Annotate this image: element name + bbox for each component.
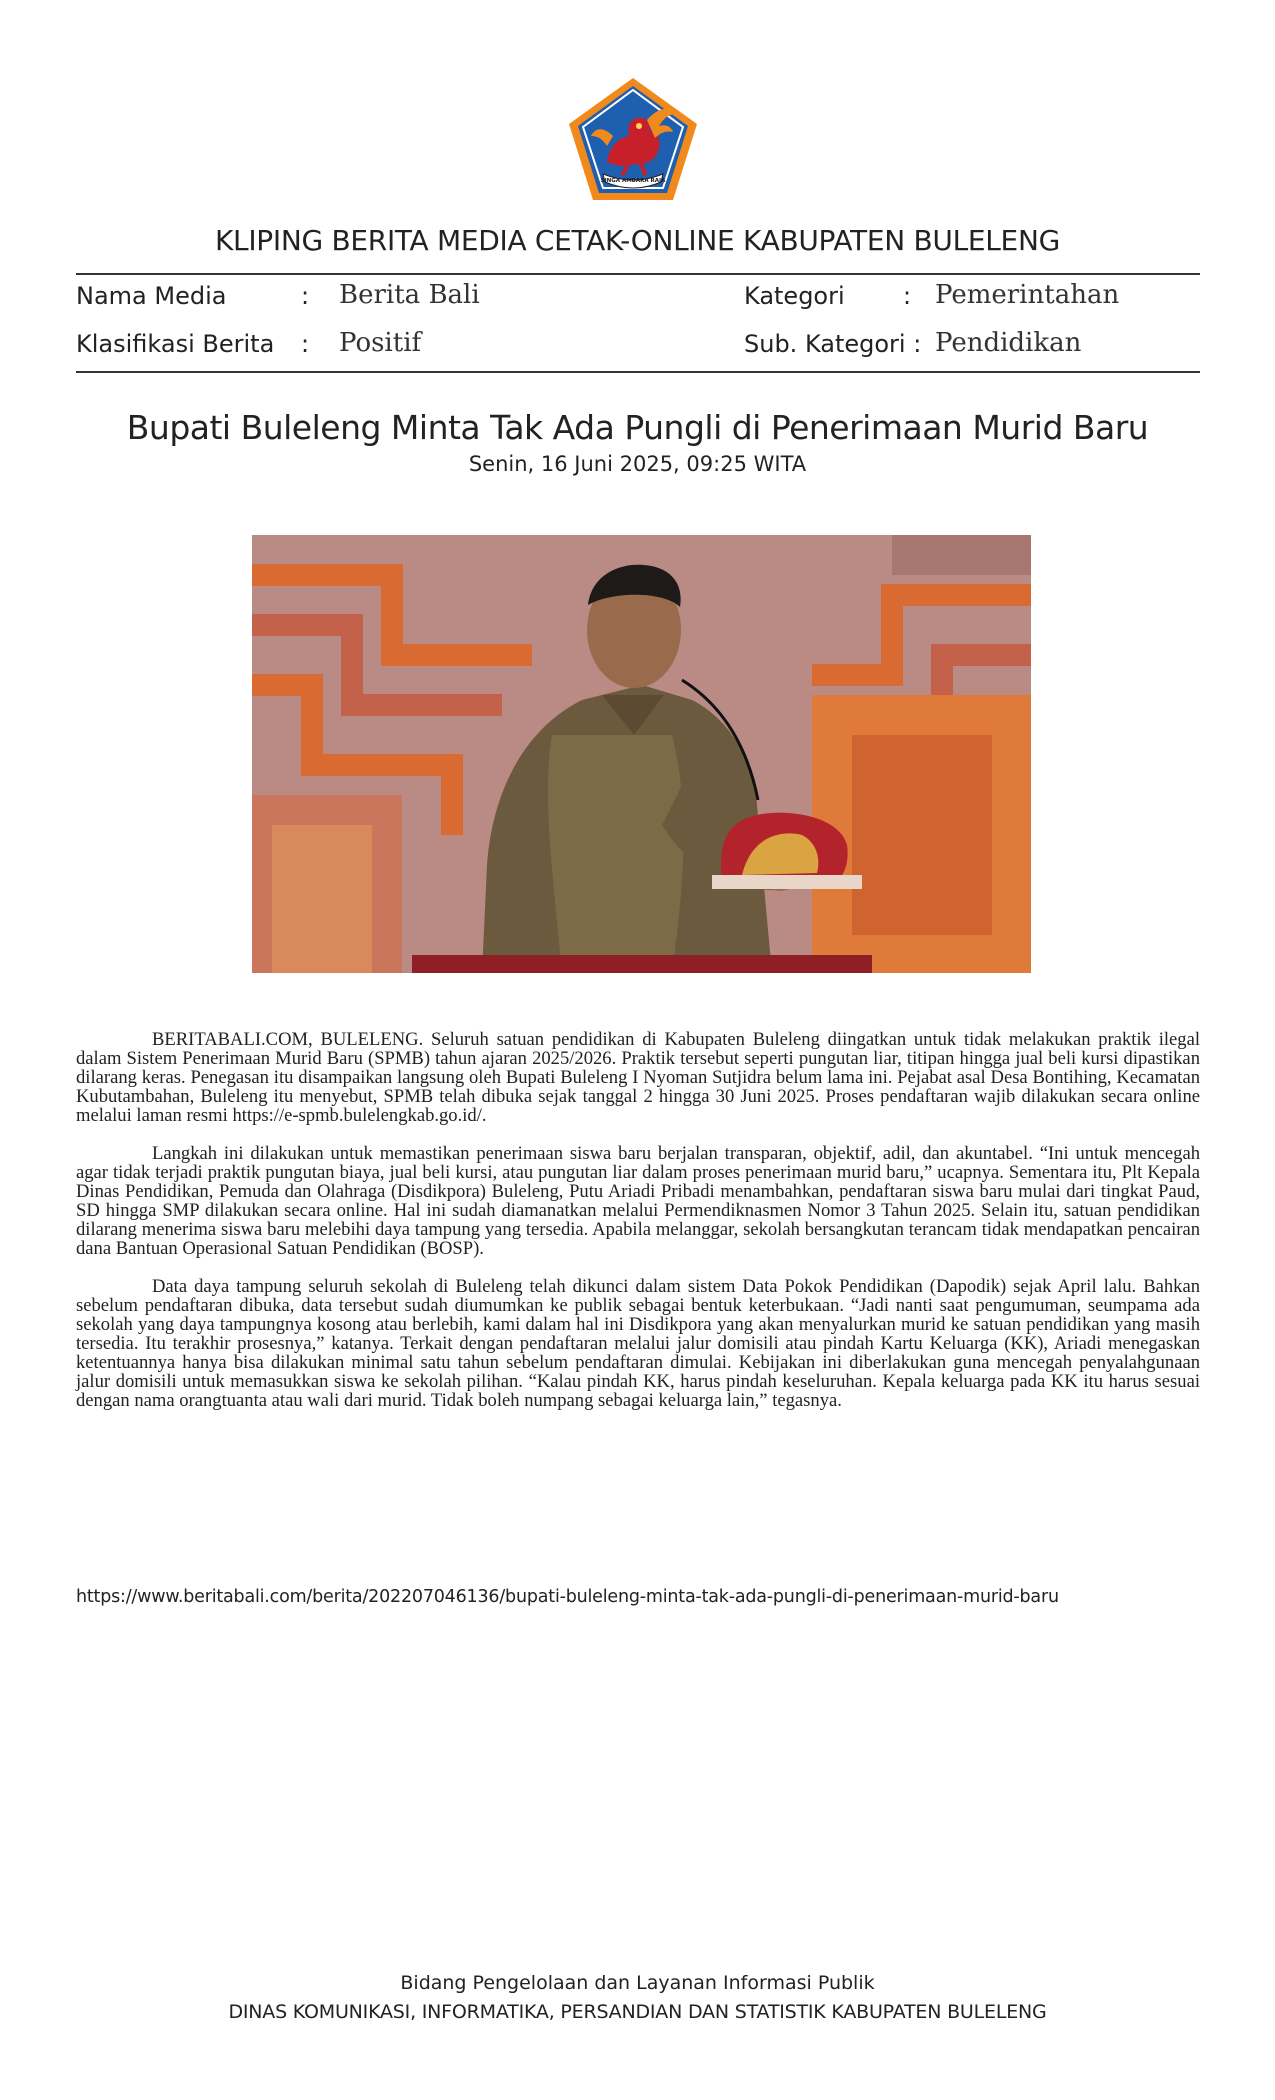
article-dateline: Senin, 16 Juni 2025, 09:25 WITA bbox=[468, 452, 807, 476]
classification-colon: : bbox=[301, 330, 310, 358]
media-name-colon: : bbox=[301, 282, 310, 310]
subcategory-value: Pendidikan bbox=[935, 328, 1082, 358]
footer-department: DINAS KOMUNIKASI, INFORMATIKA, PERSANDIAN DAN STATISTIK KABUPATEN BULELENG bbox=[228, 2001, 1047, 2023]
article-body bbox=[76, 1030, 1200, 1429]
article-headline: Bupati Buleleng Minta Tak Ada Pungli di Penerimaan Murid Baru bbox=[126, 408, 1149, 447]
source-link[interactable]: https://www.beritabali.com/berita/202207046136/bupati-buleleng-minta-tak-ada-pungli-di-penerimaan-murid-baru bbox=[76, 1587, 1059, 1607]
classification-label: Klasifikasi Berita bbox=[76, 330, 275, 358]
header-divider-bottom bbox=[76, 371, 1200, 373]
media-name-label: Nama Media bbox=[76, 282, 227, 310]
buleleng-regency-logo bbox=[567, 76, 699, 202]
article-photo bbox=[252, 535, 1031, 973]
media-name-value: Berita Bali bbox=[339, 280, 480, 310]
category-colon: : bbox=[903, 282, 912, 310]
classification-value: Positif bbox=[339, 328, 422, 358]
category-value: Pemerintahan bbox=[935, 280, 1120, 310]
header-divider-top bbox=[76, 273, 1200, 275]
footer-unit: Bidang Pengelolaan dan Layanan Informasi Publik bbox=[400, 1972, 875, 1994]
clipping-title: KLIPING BERITA MEDIA CETAK-ONLINE KABUPATEN BULELENG bbox=[214, 224, 1060, 257]
article-paragraph: Langkah ini dilakukan untuk memastikan penerimaan siswa baru berjalan transparan, objektif, adil, dan akuntabel. “Ini untuk mencegah agar tidak terjadi praktik pungutan biaya, jual beli kursi, atau pungutan liar dalam proses penerimaan murid baru,” ucapnya. Sementara itu, Plt Kepala Dinas Pendidikan, Pemuda dan Olahraga (Disdikpora) Buleleng, Putu Ariadi Pribadi menambahkan, pendaftaran siswa baru mulai dari tingkat Paud, SD hingga SMP dilakukan secara online. Hal ini sudah diamanatkan melalui Permendiknasmen Nomor 3 Tahun 2025. Selain itu, satuan pendidikan dilarang menerima siswa baru melebihi daya tampung yang tersedia. Apabila melanggar, sekolah bersangkutan terancam tidak mendapatkan pencairan dana Bantuan Operasional Satuan Pendidikan (BOSP). bbox=[76, 1143, 1200, 1259]
article-paragraph: Data daya tampung seluruh sekolah di Buleleng telah dikunci dalam sistem Data Pokok Pendidikan (Dapodik) sejak April lalu. Bahkan sebelum pendaftaran dibuka, data tersebut sudah diumumkan ke publik sebagai bentuk keterbukaan. “Jadi nanti saat pengumuman, seumpama ada sekolah yang daya tampungnya kosong atau berlebih, kami dalam hal ini Disdikpora yang akan menyalurkan murid ke satuan pendidikan yang masih tersedia. Itu terakhir prosesnya,” katanya. Terkait dengan pendaftaran melalui jalur domisili atau pindah Kartu Keluarga (KK), Ariadi menegaskan ketentuannya hanya bisa dilakukan minimal satu tahun sebelum pendaftaran dimulai. Kebijakan ini diberlakukan guna mencegah penyalahgunaan jalur domisili untuk memasukkan siswa ke sekolah pilihan. “Kalau pindah KK, harus pindah keseluruhan. Kepala keluarga pada KK itu harus sesuai dengan nama orangtuanta atau wali dari murid. Tidak boleh numpang sebagai keluarga lain,” tegasnya. bbox=[76, 1276, 1200, 1411]
category-label: Kategori bbox=[744, 282, 845, 310]
article-paragraph: BERITABALI.COM, BULELENG. Seluruh satuan pendidikan di Kabupaten Buleleng diingatkan untuk tidak melakukan praktik ilegal dalam Sistem Penerimaan Murid Baru (SPMB) tahun ajaran 2025/2026. Praktik tersebut seperti pungutan liar, titipan hingga jual beli kursi dipastikan dilarang keras. Penegasan itu disampaikan langsung oleh Bupati Buleleng I Nyoman Sutjidra belum lama ini. Pejabat asal Desa Bontihing, Kecamatan Kubutambahan, Buleleng itu menyebut, SPMB telah dibuka sejak tanggal 2 hingga 30 Juni 2025. Proses pendaftaran wajib dilakukan secara online melalui laman resmi https://e-spmb.bulelengkab.go.id/. bbox=[76, 1029, 1200, 1126]
logo-motto: SINGA AMBARA RAJA bbox=[600, 178, 666, 184]
subcategory-label: Sub. Kategori : bbox=[744, 330, 922, 358]
